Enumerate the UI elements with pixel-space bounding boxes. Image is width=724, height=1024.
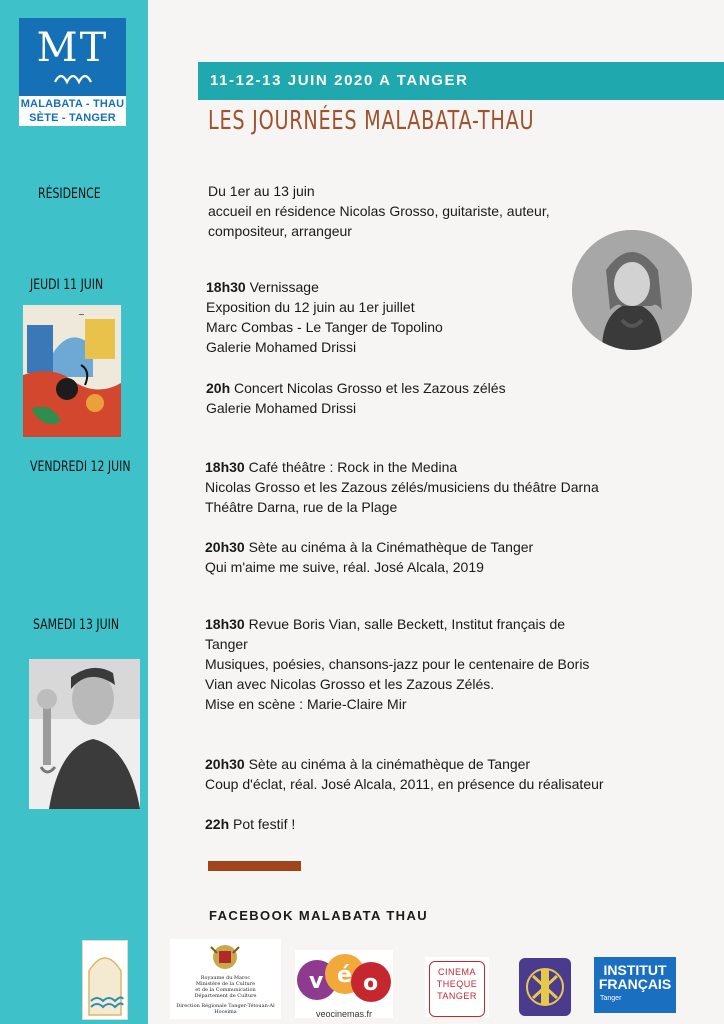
event-line: Galerie Mohamed Drissi [206,339,357,355]
institut-line: FRANÇAIS [598,976,672,992]
svg-text:o: o [363,971,379,996]
event-time: 20h30 [205,756,245,772]
veo-url: veocinemas.fr [315,1009,373,1019]
residence-line-1: Du 1er au 13 juin [208,183,315,199]
event-line: Tanger [205,636,248,652]
event-time: 20h [206,380,231,396]
sidebar [0,0,148,1024]
event-title: Concert Nicolas Grosso et les Zazous zélés [230,380,506,396]
samedi-event-revue [205,614,589,714]
veo-mark-icon [295,950,393,1004]
date-banner-text: 11-12-13 JUIN 2020 A TANGER [210,72,469,89]
event-title: Revue Boris Vian, salle Beckett, Institut français de [244,616,566,632]
emblem-logo [519,958,571,1016]
event-time: 22h [205,816,230,832]
event-time: 18h30 [206,279,246,295]
ministere-line: Royaume du Maroc [200,975,251,981]
jeudi-event-vernissage [206,277,443,357]
svg-text:v: v [309,969,324,994]
event-line: Nicolas Grosso et les Zazous zélés/musiciens du théâtre Darna [205,479,599,495]
svg-text:~: ~ [78,310,85,319]
ministere-line: Direction Régionale Tanger-Tétouan-Al Hoceima [176,1003,275,1015]
date-banner [198,62,724,100]
samedi-event-pot-festif [205,814,295,834]
residence-block [208,181,550,241]
logo-wave-icon [19,18,126,96]
vendredi-event-cinema [205,537,533,577]
event-line: Mise en scène : Marie-Claire Mir [205,696,407,712]
cinematheque-line: CINEMA [437,967,476,977]
ministere-line: Département de Culture [194,993,257,999]
event-time: 18h30 [205,616,245,632]
event-line: Marc Combas - Le Tanger de Topolino [206,319,443,335]
samedi-event-cinema [205,754,604,794]
royal-crest-icon [170,939,281,975]
page-title: LES JOURNÉES MALABATA-THAU [208,106,535,136]
event-line: Galerie Mohamed Drissi [206,400,357,416]
day-label-vendredi: VENDREDI 12 JUIN [30,459,131,475]
event-title: Pot festif ! [229,816,296,832]
event-line: Théâtre Darna, rue de la Plage [205,499,398,515]
ministere-line: et de la Communication [195,987,256,993]
nicolas-grosso-portrait [572,230,692,350]
event-line: Qui m'aime me suive, réal. José Alcala, 2019 [205,559,484,575]
ministere-culture-logo [170,939,281,1019]
event-line: Vian avec Nicolas Grosso et les Zazous Zélés. [205,676,495,692]
facebook-label: FACEBOOK MALABATA THAU [209,908,429,923]
logo-mark: MT [36,25,109,71]
residence-line-3: compositeur, arrangeur [208,223,352,239]
cinematheque-line: TANGER [437,991,477,1001]
institut-francais-logo [594,957,676,1013]
event-line: Exposition du 12 juin au 1er juillet [206,299,415,315]
event-line: Coup d'éclat, réal. José Alcala, 2011, en présence du réalisateur [205,776,604,792]
event-time: 18h30 [205,459,245,475]
residence-line-2: accueil en résidence Nicolas Grosso, guitariste, auteur, [208,203,550,219]
emblem-icon [519,958,571,1016]
jeudi-event-concert [206,378,506,418]
veo-cinemas-logo [295,950,393,1018]
topolino-artwork-image [23,305,121,437]
institut-line: INSTITUT [603,962,667,978]
cinematheque-tanger-logo [425,957,489,1017]
malabata-thau-logo [19,18,126,126]
ministere-line: Ministère de la Culture [195,981,256,987]
event-time: 20h30 [205,539,245,555]
cinematheque-line: THEQUE [436,979,478,989]
logo-line-1: MALABATA - THAU [20,98,125,110]
boris-vian-photo [29,659,140,809]
vendredi-event-cafe-theatre [205,457,599,517]
event-title: Sète au cinéma à la Cinémathèque de Tanger [244,539,534,555]
event-title: Café théâtre : Rock in the Medina [244,459,458,475]
day-label-residence: RÉSIDENCE [38,186,101,202]
event-line: Musiques, poésies, chansons-jazz pour le centenaire de Boris [205,656,590,672]
svg-text:é: é [337,963,352,988]
event-title: Vernissage [245,279,319,295]
logo-line-2: SÈTE - TANGER [29,112,116,124]
day-label-jeudi: JEUDI 11 JUIN [30,277,104,293]
divider-bar [208,861,301,871]
logo-mark-area [19,18,126,96]
day-label-samedi: SAMEDI 13 JUIN [33,617,119,633]
event-title: Sète au cinéma à la cinémathèque de Tanger [244,756,531,772]
bab-bhar-logo [82,940,128,1020]
institut-city: Tanger [600,995,622,1002]
